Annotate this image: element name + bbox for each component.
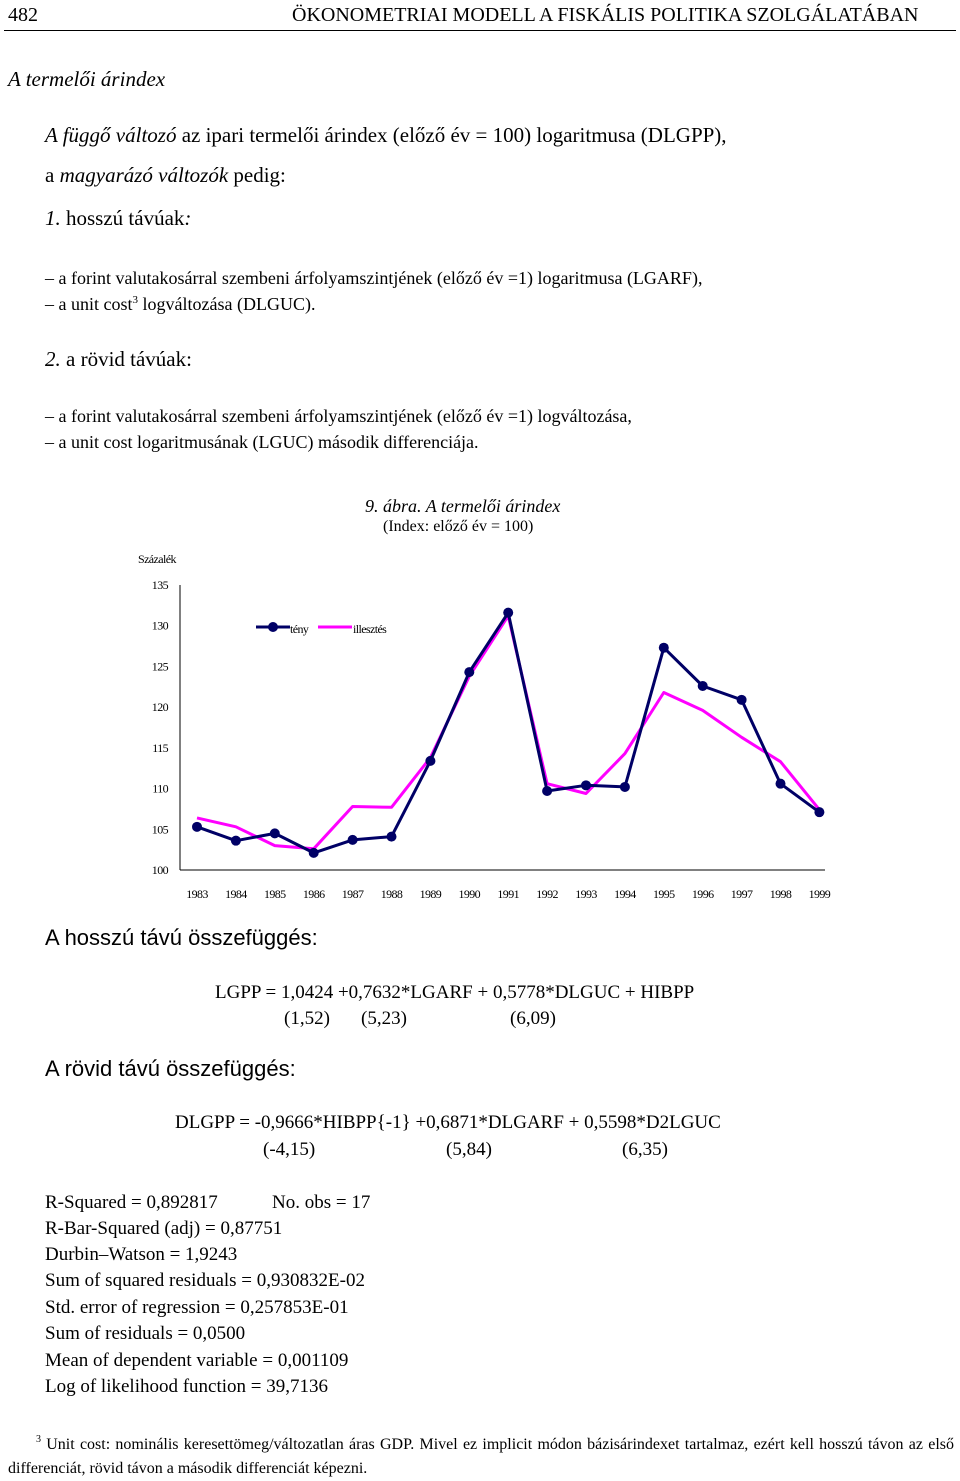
section-title: A termelői árindex	[8, 67, 166, 91]
x-tick-label: 1989	[419, 887, 442, 901]
x-tick-label: 1983	[186, 887, 208, 901]
data-point-actual	[542, 786, 552, 796]
stat-line: Std. error of regression = 0,257853E-01	[45, 1297, 349, 1318]
data-point-actual	[503, 608, 513, 618]
y-tick-label: 125	[151, 659, 168, 674]
x-tick-label: 1986	[302, 887, 325, 901]
x-tick-label: 1992	[536, 887, 558, 901]
data-point-actual	[270, 828, 280, 838]
y-tick-label: 105	[151, 822, 168, 837]
data-point-actual	[464, 667, 474, 677]
short-run-tstat-2: (5,84)	[446, 1139, 492, 1160]
short-run-equation: DLGPP = -0,9666*HIBPP{-1} +0,6871*DLGARF + 0,5598*D2LGUC	[175, 1112, 721, 1133]
figure-number: 9. ábra.	[365, 496, 422, 516]
x-tick-label: 1999	[808, 887, 831, 901]
series-line-fitted	[197, 616, 819, 849]
legend-label-actual: tény	[290, 622, 309, 636]
long-run-relation-label: A hosszú távú összefüggés:	[45, 925, 318, 950]
intro-paragraph-line-1: A függő változó az ipari termelői árindex (előző év = 100) logaritmusa (DLGPP),	[45, 123, 727, 147]
y-axis-label: Százalék	[138, 552, 176, 566]
chart-legend	[256, 622, 387, 636]
legend-marker	[268, 622, 278, 632]
dependent-variable-term: A függő változó	[45, 123, 177, 147]
short-run-heading: 2. a rövid távúak:	[45, 347, 192, 371]
x-tick-label: 1985	[263, 887, 286, 901]
stat-line: R-Bar-Squared (adj) = 0,87751	[45, 1218, 283, 1239]
data-point-actual	[425, 756, 435, 766]
short-run-item-1: – a forint valutakosárral szembeni árfolyamszintjének (előző év =1) logváltozása,	[45, 406, 632, 426]
x-tick-label: 1991	[497, 887, 520, 901]
footnote-reference[interactable]: 3	[132, 294, 138, 306]
short-run-tstat-1: (-4,15)	[263, 1139, 316, 1160]
page-number: 482	[8, 4, 38, 26]
x-tick-label: 1997	[730, 887, 753, 901]
long-run-item-1: – a forint valutakosárral szembeni árfolyamszintjének (előző év =1) logaritmusa (LGARF),	[45, 268, 703, 288]
footnote-marker: 3	[36, 1434, 41, 1445]
footnote-text: Unit cost: nominális keresettömeg/változatlan áras GDP. Mivel ez implicit módon bázisárindexet tartalmaz, ezért kell hosszú távon az első differenciát, rövid távon a második differenciát képezni.	[8, 1436, 954, 1477]
data-point-actual	[698, 681, 708, 691]
number-of-observations: No. obs = 17	[272, 1192, 371, 1213]
long-run-equation: LGPP = 1,0424 +0,7632*LGARF + 0,5778*DLGUC + HIBPP	[215, 982, 695, 1003]
long-run-tstat-3: (6,09)	[510, 1008, 556, 1029]
long-run-heading: 1. hosszú távúak:	[45, 206, 192, 230]
r-squared: R-Squared = 0,892817	[45, 1192, 218, 1213]
long-run-tstat-1: (1,52)	[284, 1008, 330, 1029]
stat-line: Sum of squared residuals = 0,930832E-02	[45, 1270, 365, 1291]
data-point-actual	[192, 822, 202, 832]
stat-line: Log of likelihood function = 39,7136	[45, 1376, 329, 1397]
x-tick-label: 1996	[691, 887, 714, 901]
y-tick-label: 100	[151, 863, 168, 877]
figure-title: A termelői árindex	[421, 496, 561, 516]
data-point-actual	[620, 782, 630, 792]
data-point-actual	[309, 848, 319, 858]
stat-line: Sum of residuals = 0,0500	[45, 1323, 246, 1344]
stat-line: Durbin–Watson = 1,9243	[45, 1244, 238, 1265]
data-point-actual	[581, 780, 591, 790]
data-point-actual	[776, 779, 786, 789]
data-point-actual	[348, 835, 358, 845]
short-run-relation-label: A rövid távú összefüggés:	[45, 1056, 296, 1081]
y-tick-label: 115	[152, 740, 168, 755]
x-tick-label: 1987	[341, 887, 364, 901]
stat-line: Mean of dependent variable = 0,001109	[45, 1350, 349, 1371]
x-tick-label: 1993	[575, 887, 597, 901]
x-tick-label: 1984	[225, 887, 247, 901]
data-point-actual	[231, 836, 241, 846]
legend-label-fitted: illesztés	[353, 622, 387, 636]
explanatory-variables-term: magyarázó változók	[59, 163, 229, 187]
y-tick-label: 110	[152, 781, 168, 796]
data-point-actual	[387, 832, 397, 842]
data-point-actual	[659, 643, 669, 653]
y-tick-label: 135	[151, 578, 168, 592]
x-tick-label: 1995	[652, 887, 675, 901]
y-tick-label: 120	[151, 700, 168, 715]
series-line-actual	[197, 613, 819, 853]
data-point-actual	[737, 695, 747, 705]
figure-subtitle: (Index: előző év = 100)	[383, 518, 534, 535]
data-point-actual	[814, 807, 824, 817]
short-run-tstat-3: (6,35)	[622, 1139, 668, 1160]
x-tick-label: 1994	[614, 887, 636, 901]
running-title: ÖKONOMETRIAI MODELL A FISKÁLIS POLITIKA SZOLGÁLATÁBAN	[292, 4, 919, 26]
x-tick-label: 1990	[458, 887, 481, 901]
x-tick-label: 1998	[769, 887, 792, 901]
footnote	[8, 1433, 954, 1481]
x-tick-label: 1988	[380, 887, 403, 901]
short-run-item-2: – a unit cost logaritmusának (LGUC) második differenciája.	[45, 432, 479, 452]
y-tick-label: 130	[151, 618, 168, 633]
long-run-item-2: – a unit cost$^3$ logváltozása (DLGUC).	[45, 294, 316, 314]
intro-paragraph-line-2: a magyarázó változók pedig:	[45, 163, 286, 187]
long-run-tstat-2: (5,23)	[361, 1008, 407, 1029]
